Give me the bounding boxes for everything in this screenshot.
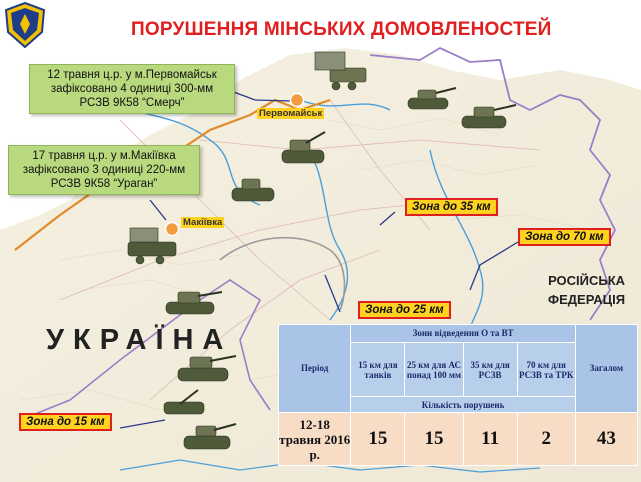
- country-label-russia: [548, 271, 625, 309]
- callout-line: 17 травня ц.р. у м.Макіївка: [32, 150, 176, 162]
- value-15km: 15: [351, 413, 405, 466]
- violations-table: [278, 324, 638, 466]
- header-col-15km: 15 км для танків: [351, 343, 405, 397]
- slide-title: ПОРУШЕННЯ МІНСЬКИХ ДОМОВЛЕНОСТЕЙ: [131, 19, 552, 40]
- header-zones-group: Зони відведення О та ВТ: [351, 325, 575, 343]
- zone-label-70km: Зона до 70 км: [518, 228, 611, 246]
- town-label-makiivka: Макіївка: [183, 217, 223, 228]
- header-col-25km: 25 км для АС понад 100 мм: [405, 343, 463, 397]
- callout-line: РСЗВ 9К58 “Ураган”: [50, 178, 158, 190]
- makiivka-marker-icon: [166, 223, 179, 236]
- country-label-ukraine: УКРАЇНА: [46, 324, 233, 356]
- value-35km: 11: [463, 413, 517, 466]
- pervomaisk-marker-icon: [291, 94, 304, 107]
- header-total: Загалом: [575, 325, 637, 413]
- pervomaisk-callout: [29, 64, 235, 114]
- callout-line: 12 травня ц.р. у м.Первомайськ: [47, 69, 217, 81]
- makiivka-callout: [8, 145, 200, 195]
- value-total: 43: [575, 413, 637, 466]
- row-period: 12-18 травня 2016 р.: [279, 413, 351, 466]
- russia-line-1: РОСІЙСЬКА: [548, 273, 626, 288]
- header-col-70km: 70 км для РСЗВ та ТРК: [517, 343, 575, 397]
- emblem-icon: [4, 2, 46, 48]
- header-period: Період: [279, 325, 351, 413]
- callout-line: зафіксовано 3 одиниці 220-мм: [22, 164, 186, 176]
- callout-line: зафіксовано 4 одиниці 300-мм: [50, 83, 214, 95]
- zone-label-35km: Зона до 35 км: [405, 198, 498, 216]
- zone-label-15km: Зона до 15 км: [19, 413, 112, 431]
- header-col-35km: 35 км для РСЗВ: [463, 343, 517, 397]
- value-70km: 2: [517, 413, 575, 466]
- russia-line-2: ФЕДЕРАЦІЯ: [548, 292, 626, 307]
- callout-line: РСЗВ 9К58 “Смерч”: [79, 97, 185, 109]
- town-label-pervomaisk: Первомайськ: [259, 108, 323, 119]
- zone-label-25km: Зона до 25 км: [358, 301, 451, 319]
- value-25km: 15: [405, 413, 463, 466]
- header-violations-count: Кількість порушень: [351, 397, 575, 413]
